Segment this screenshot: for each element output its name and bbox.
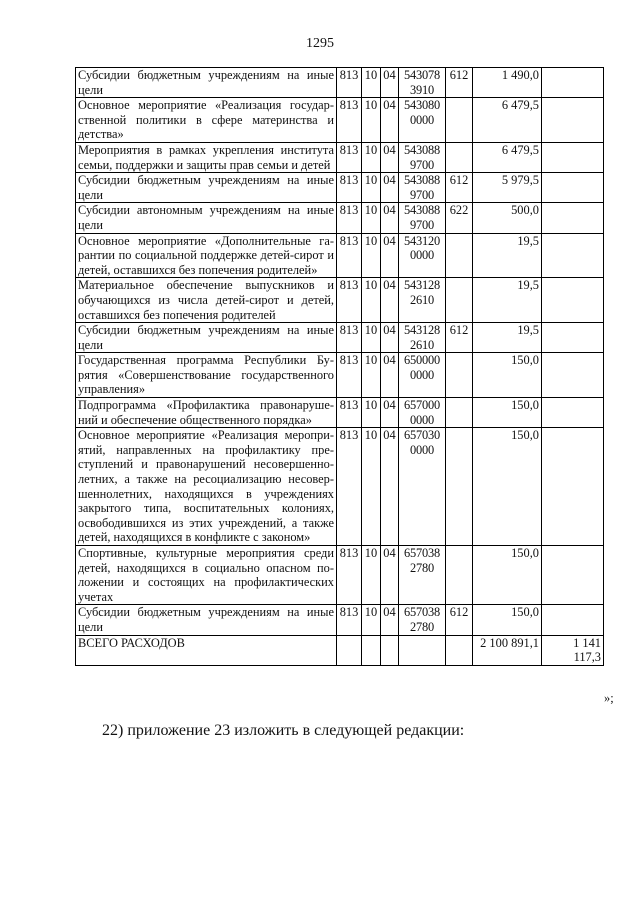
row-target-article-code — [399, 398, 446, 428]
row-name-cell: Спортивные, культурные мероприятия среди детей, находящихся в социально опасном положении и состоящих на профилактических учетах — [76, 546, 337, 605]
row-amount-2 — [542, 68, 604, 98]
row-section-code: 10 — [362, 546, 381, 605]
row-ministry-code: 813 — [337, 546, 362, 605]
row-ministry-code: 813 — [337, 233, 362, 278]
row-amount-2 — [542, 142, 604, 172]
row-name-cell: Государственная программа Республики Бурятия «Совершенствование государственного управления» — [76, 353, 337, 398]
table-row — [76, 233, 604, 278]
table-row — [76, 203, 604, 233]
row-name-cell: Подпрограмма «Профилактика правонарушений и обеспечение общественного порядка» — [76, 398, 337, 428]
target-article-part: 657030 — [404, 428, 440, 443]
row-subsection-code: 04 — [381, 142, 399, 172]
row-section-code: 10 — [362, 605, 381, 635]
row-expense-type-code — [446, 428, 473, 546]
row-target-article-code — [399, 428, 446, 546]
target-article-part: 2780 — [410, 560, 434, 575]
row-amount-1: 19,5 — [473, 233, 542, 278]
row-amount-2 — [542, 323, 604, 353]
row-target-article-code — [399, 605, 446, 635]
target-article-part: 2610 — [410, 292, 434, 307]
target-article-part: 9700 — [410, 157, 434, 172]
total-empty-cell — [399, 635, 446, 665]
target-article-part: 657038 — [404, 546, 440, 560]
table-row — [76, 173, 604, 203]
row-ministry-code: 813 — [337, 353, 362, 398]
total-sum1: 2 100 891,1 — [473, 635, 542, 665]
row-amount-2 — [542, 278, 604, 323]
table-row — [76, 323, 604, 353]
row-amount-1: 150,0 — [473, 546, 542, 605]
target-article-part: 0000 — [410, 367, 434, 382]
row-subsection-code: 04 — [381, 278, 399, 323]
row-amount-1: 6 479,5 — [473, 142, 542, 172]
total-row — [76, 635, 604, 665]
row-ministry-code: 813 — [337, 173, 362, 203]
row-subsection-code: 04 — [381, 353, 399, 398]
table-row — [76, 98, 604, 143]
table-row — [76, 142, 604, 172]
row-section-code: 10 — [362, 142, 381, 172]
row-expense-type-code: 612 — [446, 68, 473, 98]
table-closing-mark: »; — [604, 691, 614, 705]
row-section-code: 10 — [362, 278, 381, 323]
row-expense-type-code — [446, 233, 473, 278]
table-row — [76, 278, 604, 323]
row-expense-type-code: 622 — [446, 203, 473, 233]
row-ministry-code: 813 — [337, 68, 362, 98]
target-article-part: 0000 — [410, 112, 434, 127]
row-section-code: 10 — [362, 233, 381, 278]
target-article-part: 543128 — [404, 323, 440, 338]
row-name-cell: Основное мероприятие «Дополнительные гарантии по социальной поддержке детей-сирот и детей, оставшихся без попечения родителей» — [76, 233, 337, 278]
row-section-code: 10 — [362, 98, 381, 143]
target-article-part: 0000 — [410, 412, 434, 427]
target-article-part: 657000 — [404, 398, 440, 413]
row-amount-1: 6 479,5 — [473, 98, 542, 143]
row-expense-type-code — [446, 142, 473, 172]
row-section-code: 10 — [362, 173, 381, 203]
row-target-article-code — [399, 546, 446, 605]
total-label: ВСЕГО РАСХОДОВ — [76, 635, 337, 665]
row-amount-2 — [542, 173, 604, 203]
row-name-cell: Мероприятия в рамках укрепления института семьи, поддержки и защиты прав семьи и детей — [76, 142, 337, 172]
row-target-article-code — [399, 353, 446, 398]
table-row — [76, 353, 604, 398]
row-subsection-code: 04 — [381, 173, 399, 203]
row-target-article-code — [399, 278, 446, 323]
target-article-part: 543078 — [404, 68, 440, 82]
row-amount-2 — [542, 605, 604, 635]
target-article-part: 3910 — [410, 82, 434, 97]
row-expense-type-code: 612 — [446, 173, 473, 203]
target-article-part: 543088 — [404, 203, 440, 218]
target-article-part: 543088 — [404, 142, 440, 157]
target-article-part: 543128 — [404, 278, 440, 293]
row-amount-2 — [542, 353, 604, 398]
table-row — [76, 546, 604, 605]
target-article-part: 9700 — [410, 217, 434, 232]
row-expense-type-code: 612 — [446, 605, 473, 635]
row-amount-1: 19,5 — [473, 323, 542, 353]
row-target-article-code — [399, 233, 446, 278]
row-expense-type-code — [446, 278, 473, 323]
row-amount-2 — [542, 428, 604, 546]
row-amount-1: 5 979,5 — [473, 173, 542, 203]
row-section-code: 10 — [362, 323, 381, 353]
row-subsection-code: 04 — [381, 605, 399, 635]
target-article-part: 657038 — [404, 605, 440, 620]
row-subsection-code: 04 — [381, 98, 399, 143]
row-amount-2 — [542, 98, 604, 143]
table-row — [76, 428, 604, 546]
row-ministry-code: 813 — [337, 278, 362, 323]
row-subsection-code: 04 — [381, 323, 399, 353]
row-amount-1: 1 490,0 — [473, 68, 542, 98]
row-ministry-code: 813 — [337, 605, 362, 635]
row-section-code: 10 — [362, 353, 381, 398]
row-target-article-code — [399, 142, 446, 172]
row-amount-1: 500,0 — [473, 203, 542, 233]
row-name-cell: Субсидии бюджетным учреждениям на иные цели — [76, 173, 337, 203]
row-target-article-code — [399, 173, 446, 203]
row-target-article-code — [399, 323, 446, 353]
row-subsection-code: 04 — [381, 428, 399, 546]
row-target-article-code — [399, 68, 446, 98]
row-expense-type-code — [446, 546, 473, 605]
row-section-code: 10 — [362, 68, 381, 98]
row-amount-2 — [542, 546, 604, 605]
target-article-part: 2610 — [410, 337, 434, 352]
table-body — [76, 68, 604, 666]
target-article-part: 0000 — [410, 442, 434, 457]
row-amount-1: 150,0 — [473, 605, 542, 635]
target-article-part: 543080 — [404, 98, 440, 113]
row-target-article-code — [399, 98, 446, 143]
row-section-code: 10 — [362, 398, 381, 428]
row-amount-1: 150,0 — [473, 353, 542, 398]
row-ministry-code: 813 — [337, 98, 362, 143]
row-subsection-code: 04 — [381, 203, 399, 233]
row-name-cell: Субсидии бюджетным учреждениям на иные цели — [76, 68, 337, 98]
target-article-part: 650000 — [404, 353, 440, 368]
row-name-cell: Основное мероприятие «Реализация мероприятий, направленных на профилактику преступлений и правонарушений несовершеннолетних, а также на ресоциализацию несовершеннолетних, находящихся в учреждениях закрытого типа, воспитательных колониях, освободившихся из этих учреждений, а также детей, находящихся в конфликте с законом» — [76, 428, 337, 546]
next-item-text: 22) приложение 23 изложить в следующей редакции: — [102, 722, 465, 739]
row-subsection-code: 04 — [381, 68, 399, 98]
row-target-article-code — [399, 203, 446, 233]
page-number: 1295 — [306, 36, 334, 51]
total-sum2: 1 141 117,3 — [542, 635, 604, 665]
total-empty-cell — [446, 635, 473, 665]
row-amount-2 — [542, 203, 604, 233]
table-row — [76, 605, 604, 635]
target-article-part: 2780 — [410, 619, 434, 634]
table-row — [76, 398, 604, 428]
total-empty-cell — [381, 635, 399, 665]
row-ministry-code: 813 — [337, 142, 362, 172]
row-name-cell: Субсидии бюджетным учреждениям на иные цели — [76, 323, 337, 353]
row-expense-type-code — [446, 353, 473, 398]
target-article-part: 543088 — [404, 173, 440, 188]
total-empty-cell — [337, 635, 362, 665]
row-subsection-code: 04 — [381, 398, 399, 428]
row-expense-type-code: 612 — [446, 323, 473, 353]
row-name-cell: Материальное обеспечение выпускников и обучающихся из числа детей-сирот и детей, оставшихся без попечения родителей — [76, 278, 337, 323]
table-row — [76, 68, 604, 98]
row-section-code: 10 — [362, 203, 381, 233]
row-amount-1: 150,0 — [473, 398, 542, 428]
row-ministry-code: 813 — [337, 398, 362, 428]
row-name-cell: Субсидии бюджетным учреждениям на иные цели — [76, 605, 337, 635]
target-article-part: 9700 — [410, 187, 434, 202]
total-empty-cell — [362, 635, 381, 665]
target-article-part: 0000 — [410, 248, 434, 263]
row-section-code: 10 — [362, 428, 381, 546]
row-subsection-code: 04 — [381, 546, 399, 605]
row-subsection-code: 04 — [381, 233, 399, 278]
target-article-part: 543120 — [404, 233, 440, 248]
row-ministry-code: 813 — [337, 203, 362, 233]
row-expense-type-code — [446, 98, 473, 143]
row-name-cell: Субсидии автономным учреждениям на иные цели — [76, 203, 337, 233]
row-amount-1: 150,0 — [473, 428, 542, 546]
row-name-cell: Основное мероприятие «Реализация государственной политики в сфере материнства и детства» — [76, 98, 337, 143]
row-ministry-code: 813 — [337, 323, 362, 353]
row-amount-2 — [542, 398, 604, 428]
budget-table — [75, 67, 604, 666]
row-amount-2 — [542, 233, 604, 278]
row-amount-1: 19,5 — [473, 278, 542, 323]
row-ministry-code: 813 — [337, 428, 362, 546]
row-expense-type-code — [446, 398, 473, 428]
